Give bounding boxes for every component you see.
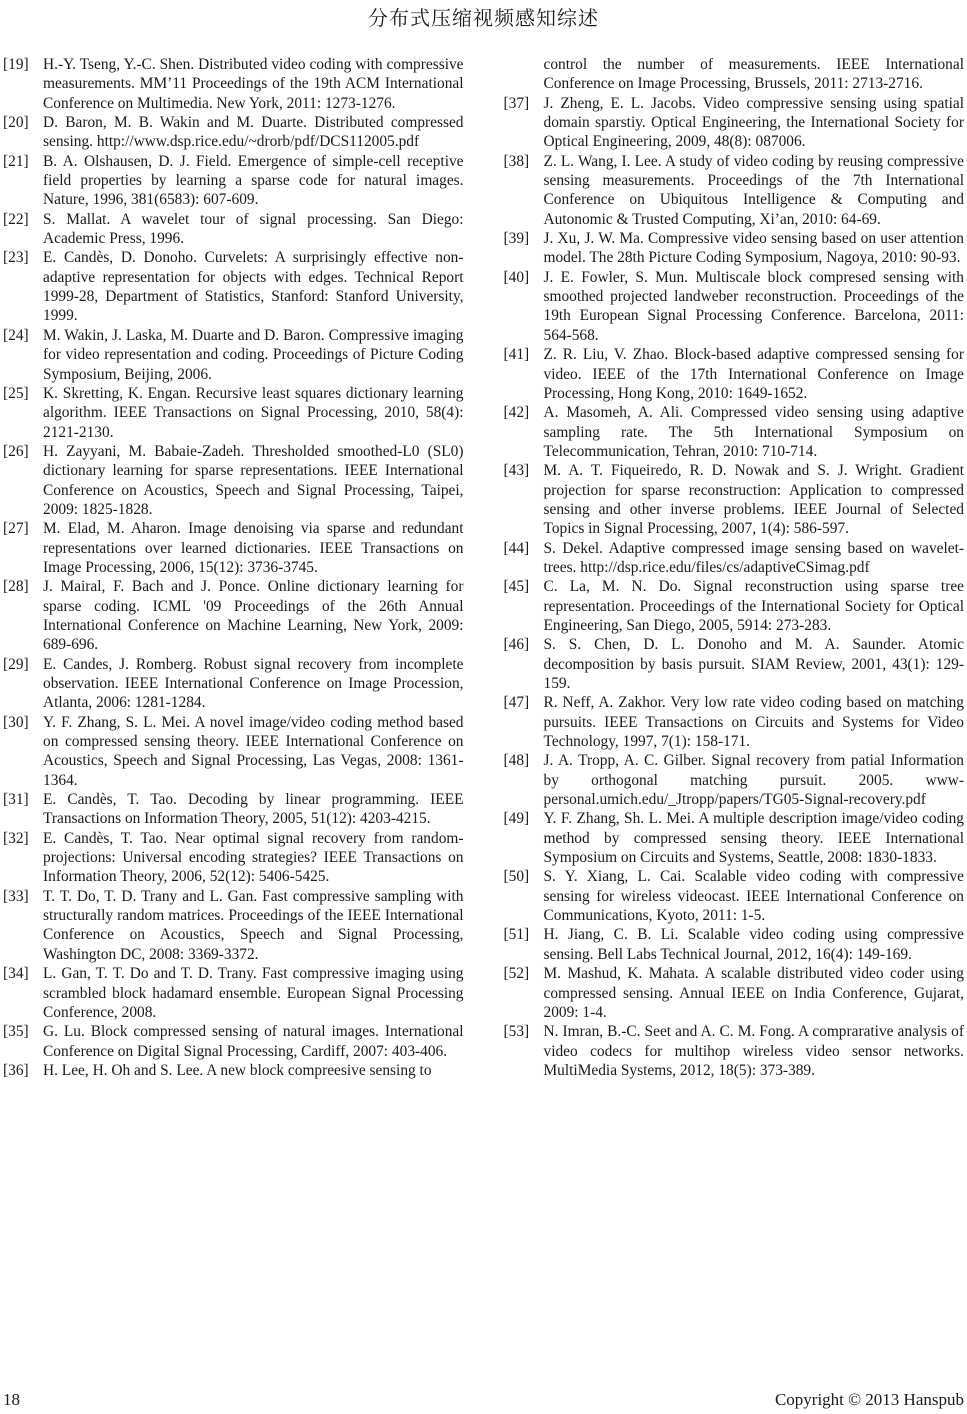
ref-20-number: [20]	[3, 114, 29, 132]
ref-30	[3, 713, 464, 790]
ref-40-number: [40]	[503, 268, 530, 286]
ref-38-number: [38]	[503, 152, 530, 170]
ref-36	[3, 1061, 464, 1080]
ref-30-text: Y. F. Zhang, S. L. Mei. A novel image/video coding method based on compressed sensing theory. IEEE International Conference on Acoustics, Speech and Signal Processing, Las Vegas, 2008: 1361-1364.	[43, 713, 464, 789]
ref-35-number: [35]	[3, 1023, 29, 1041]
ref-42	[504, 403, 965, 461]
ref-29-number: [29]	[3, 655, 29, 673]
ref-39-number: [39]	[503, 230, 530, 248]
page-number: 18	[3, 1390, 20, 1409]
ref-34-number: [34]	[3, 965, 29, 983]
ref-52	[504, 964, 965, 1022]
ref-40	[504, 268, 965, 345]
ref-45-number: [45]	[503, 578, 530, 596]
ref-19-number: [19]	[3, 56, 29, 73]
ref-27-text: M. Elad, M. Aharon. Image denoising via sparse and redundant representations over learned dictionaries. IEEE Transactions on Image Processing, 2006, 15(12): 3736-3745.	[43, 520, 464, 576]
ref-37-text: J. Zheng, E. L. Jacobs. Video compressive sensing using spatial domain sparstiy. Optical Engineering, the International Society for Optical Engineering, 2009, 48(8): 087006.	[543, 94, 964, 151]
ref-32-number: [32]	[3, 829, 29, 847]
ref-51-number: [51]	[503, 926, 530, 944]
ref-29	[3, 655, 464, 713]
ref-44-number: [44]	[503, 539, 530, 557]
ref-23-number: [23]	[3, 249, 29, 267]
ref-43-text: M. A. T. Fiqueiredo, R. D. Nowak and S. J. Wright. Gradient projection for sparse reconstruction: Application to compressed sensing and other inverse problems. IEEE Journal of Selected Topics in Signal Processing, 2007, 1(4): 586-597.	[543, 462, 964, 538]
ref-50-number: [50]	[503, 868, 530, 886]
ref-22-number: [22]	[3, 210, 29, 228]
ref-50	[504, 867, 965, 925]
ref-49-number: [49]	[503, 810, 530, 828]
ref-45-text: C. La, M. N. Do. Signal reconstruction using sparse tree representation. Proceedings of the International Society for Optical Engineering, San Diego, 2005, 5914: 273-283.	[543, 578, 964, 634]
ref-36-continuation: control the number of measurements. IEEE International Conference on Image Processing, Brussels, 2011: 2713-2716.	[543, 56, 964, 93]
ref-41	[504, 345, 965, 403]
ref-20-text: D. Baron, M. B. Wakin and M. Duarte. Distributed compressed sensing. http://www.dsp.rice.edu/~drorb/pdf/DCS112005.pdf	[43, 114, 464, 151]
ref-33-number: [33]	[3, 887, 29, 905]
ref-27	[3, 519, 464, 577]
ref-46-number: [46]	[503, 636, 530, 654]
left-column	[3, 55, 464, 1080]
ref-28-text: J. Mairal, F. Bach and J. Ponce. Online dictionary learning for sparse coding. ICML '09 Proceedings of the 26th Annual International Conference on Machine Learning, New York, 2009: 689-696.	[43, 578, 464, 654]
ref-28	[3, 577, 464, 654]
right-column	[504, 55, 965, 1080]
ref-28-number: [28]	[3, 578, 29, 596]
ref-42-text: A. Masomeh, A. Ali. Compressed video sensing using adaptive sampling rate. The 5th International Symposium on Telecommunication, Tehran, 2010: 710-714.	[543, 404, 964, 460]
ref-47-text: R. Neff, A. Zakhor. Very low rate video coding based on matching pursuits. IEEE Transactions on Circuits and Systems for Video Technology, 1997, 7(1): 158-171.	[543, 694, 964, 751]
ref-47-number: [47]	[503, 694, 530, 712]
ref-24-number: [24]	[3, 326, 29, 344]
ref-31	[3, 790, 464, 829]
ref-39	[504, 229, 965, 268]
ref-51-text: H. Jiang, C. B. Li. Scalable video coding using compressive sensing. Bell Labs Technical Journal, 2012, 16(4): 149-169.	[543, 926, 964, 963]
ref-53-text: N. Imran, B.-C. Seet and A. C. M. Fong. A comprarative analysis of video codecs for multihop wireless video sensor networks. MultiMedia Systems, 2012, 18(5): 373-389.	[543, 1023, 964, 1079]
ref-24-text: M. Wakin, J. Laska, M. Duarte and D. Baron. Compressive imaging for video representation and coding. Proceedings of Picture Coding Symposium, Beijing, 2006.	[43, 326, 464, 383]
ref-34-text: L. Gan, T. T. Do and T. D. Trany. Fast compressive imaging using scrambled block hadamard ensemble. European Signal Processing Conference, 2008.	[43, 965, 464, 1021]
ref-48-text: J. A. Tropp, A. C. Gilber. Signal recovery from patial Information by orthogonal matching pursuit. 2005. www-personal.umich.edu/_Jtropp/papers/TG05-Signal-recovery.pdf	[543, 752, 964, 809]
ref-34	[3, 964, 464, 1022]
ref-45	[504, 577, 965, 635]
page-title: 分布式压缩视频感知综述	[368, 8, 599, 30]
ref-33-text: T. T. Do, T. D. Trany and L. Gan. Fast compressive sampling with structurally random matrices. Proceedings of the IEEE International Conference on Acoustics, Speech and Signal Processing, Washington DC, 2008: 3369-3372.	[43, 887, 464, 963]
ref-35-text: G. Lu. Block compressed sensing of natural images. International Conference on Digital Signal Processing, Cardiff, 2007: 403-406.	[43, 1023, 464, 1060]
ref-52-number: [52]	[503, 965, 530, 983]
ref-44	[504, 539, 965, 578]
ref-25-number: [25]	[3, 384, 29, 402]
ref-52-text: M. Mashud, K. Mahata. A scalable distributed video coder using compressed sensing. Annual IEEE on India Conference, Gujarat, 2009: 1-4.	[543, 965, 964, 1021]
ref-36-text: H. Lee, H. Oh and S. Lee. A new block compreesive sensing to	[43, 1061, 432, 1079]
ref-39-text: J. Xu, J. W. Ma. Compressive video sensing based on user attention model. The 28th Picture Coding Symposium, Nagoya, 2010: 90-93.	[543, 230, 964, 267]
ref-26	[3, 442, 464, 519]
ref-21-number: [21]	[3, 152, 29, 170]
ref-48-number: [48]	[503, 752, 530, 770]
ref-19	[3, 55, 464, 113]
reference-columns	[3, 55, 964, 1080]
ref-37	[504, 94, 965, 152]
ref-36-number: [36]	[3, 1061, 29, 1079]
ref-32-text: E. Candès, T. Tao. Near optimal signal recovery from random-projections: Universal encoding strategies? IEEE Transactions on Information Theory, 2006, 52(12): 5406-5425.	[43, 829, 464, 886]
ref-21-text: B. A. Olshausen, D. J. Field. Emergence of simple-cell receptive field properties by learning a sparse code for natural images. Nature, 1996, 381(6583): 607-609.	[43, 152, 464, 209]
ref-35	[3, 1022, 464, 1061]
ref-33	[3, 887, 464, 964]
ref-19-text: H.-Y. Tseng, Y.-C. Shen. Distributed video coding with compressive measurements. MM’11 Proceedings of the 19th ACM International Conference on Multimedia. New York, 2011: 1273-1276.	[43, 56, 464, 112]
ref-49-text: Y. F. Zhang, Sh. L. Mei. A multiple description image/video coding method by compressed sensing theory. IEEE International Symposium on Circuits and Systems, Seattle, 2008: 1830-1833.	[543, 810, 964, 867]
ref-38	[504, 152, 965, 229]
ref-29-text: E. Candes, J. Romberg. Robust signal recovery from incomplete observation. IEEE International Conference on Image Procession, Atlanta, 2006: 1281-1284.	[43, 655, 464, 712]
ref-37-number: [37]	[503, 94, 530, 112]
ref-21	[3, 152, 464, 210]
ref-43	[504, 461, 965, 538]
ref-48	[504, 751, 965, 809]
ref-38-text: Z. L. Wang, I. Lee. A study of video coding by reusing compressive sensing measurements. Proceedings of the 7th International Conference on Ubiquitous Intelligence & Computing and Autonomic & Trusted Computing, Xi’an, 2010: 64-69.	[543, 152, 964, 228]
ref-47	[504, 693, 965, 751]
reference-list-left	[3, 55, 464, 1080]
ref-25	[3, 384, 464, 442]
ref-41-text: Z. R. Liu, V. Zhao. Block-based adaptive compressed sensing for video. IEEE of the 17th International Conference on Image Processing, Hong Kong, 2010: 1649-1652.	[543, 346, 964, 402]
ref-53-number: [53]	[503, 1023, 530, 1041]
ref-40-text: J. E. Fowler, S. Mun. Multiscale block compresed sensing with smoothed projected landweber reconstruction. Proceedings of the 19th European Signal Processing Conference. Barcelona, 2011: 564-568.	[543, 268, 964, 344]
ref-46-text: S. S. Chen, D. L. Donoho and M. A. Saunder. Atomic decomposition by basis pursuit. SIAM Review, 2001, 43(1): 129-159.	[543, 636, 964, 692]
ref-42-number: [42]	[503, 404, 530, 422]
ref-51	[504, 925, 965, 964]
ref-32	[3, 829, 464, 887]
ref-26-text: H. Zayyani, M. Babaie-Zadeh. Thresholded smoothed-L0 (SL0) dictionary learning for sparse representations. IEEE International Conference on Acoustics, Speech and Signal Processing, Taipei, 2009: 1825-1828.	[43, 442, 464, 518]
ref-25-text: K. Skretting, K. Engan. Recursive least squares dictionary learning algorithm. IEEE Transactions on Signal Processing, 2010, 58(4): 2121-2130.	[43, 384, 464, 441]
ref-30-number: [30]	[3, 713, 29, 731]
ref-22-text: S. Mallat. A wavelet tour of signal processing. San Diego: Academic Press, 1996.	[43, 210, 464, 248]
reference-list-right	[504, 94, 965, 1081]
copyright-notice: Copyright © 2013 Hanspub	[774, 1390, 964, 1409]
ref-26-number: [26]	[3, 442, 29, 460]
ref-23	[3, 248, 464, 325]
ref-20	[3, 113, 464, 152]
ref-41-number: [41]	[503, 346, 530, 364]
ref-53	[504, 1022, 965, 1080]
ref-22	[3, 210, 464, 249]
ref-31-text: E. Candès, T. Tao. Decoding by linear programming. IEEE Transactions on Information Theory, 2005, 51(12): 4203-4215.	[43, 791, 464, 828]
ref-43-number: [43]	[503, 462, 530, 480]
ref-44-text: S. Dekel. Adaptive compressed image sensing based on wavelet-trees. http://dsp.rice.edu/files/cs/adaptiveCSimag.pdf	[543, 539, 964, 576]
ref-27-number: [27]	[3, 520, 29, 538]
ref-49	[504, 809, 965, 867]
ref-24	[3, 326, 464, 384]
ref-46	[504, 635, 965, 693]
ref-50-text: S. Y. Xiang, L. Cai. Scalable video coding with compressive sensing for wireless videocast. IEEE International Conference on Communications, Kyoto, 2011: 1-5.	[543, 868, 964, 925]
ref-23-text: E. Candès, D. Donoho. Curvelets: A surprisingly effective non-adaptive representation for objects with edges. Technical Report 1999-28, Department of Statistics, Stanford: Stanford University, 1999.	[43, 249, 464, 325]
ref-31-number: [31]	[3, 791, 29, 809]
